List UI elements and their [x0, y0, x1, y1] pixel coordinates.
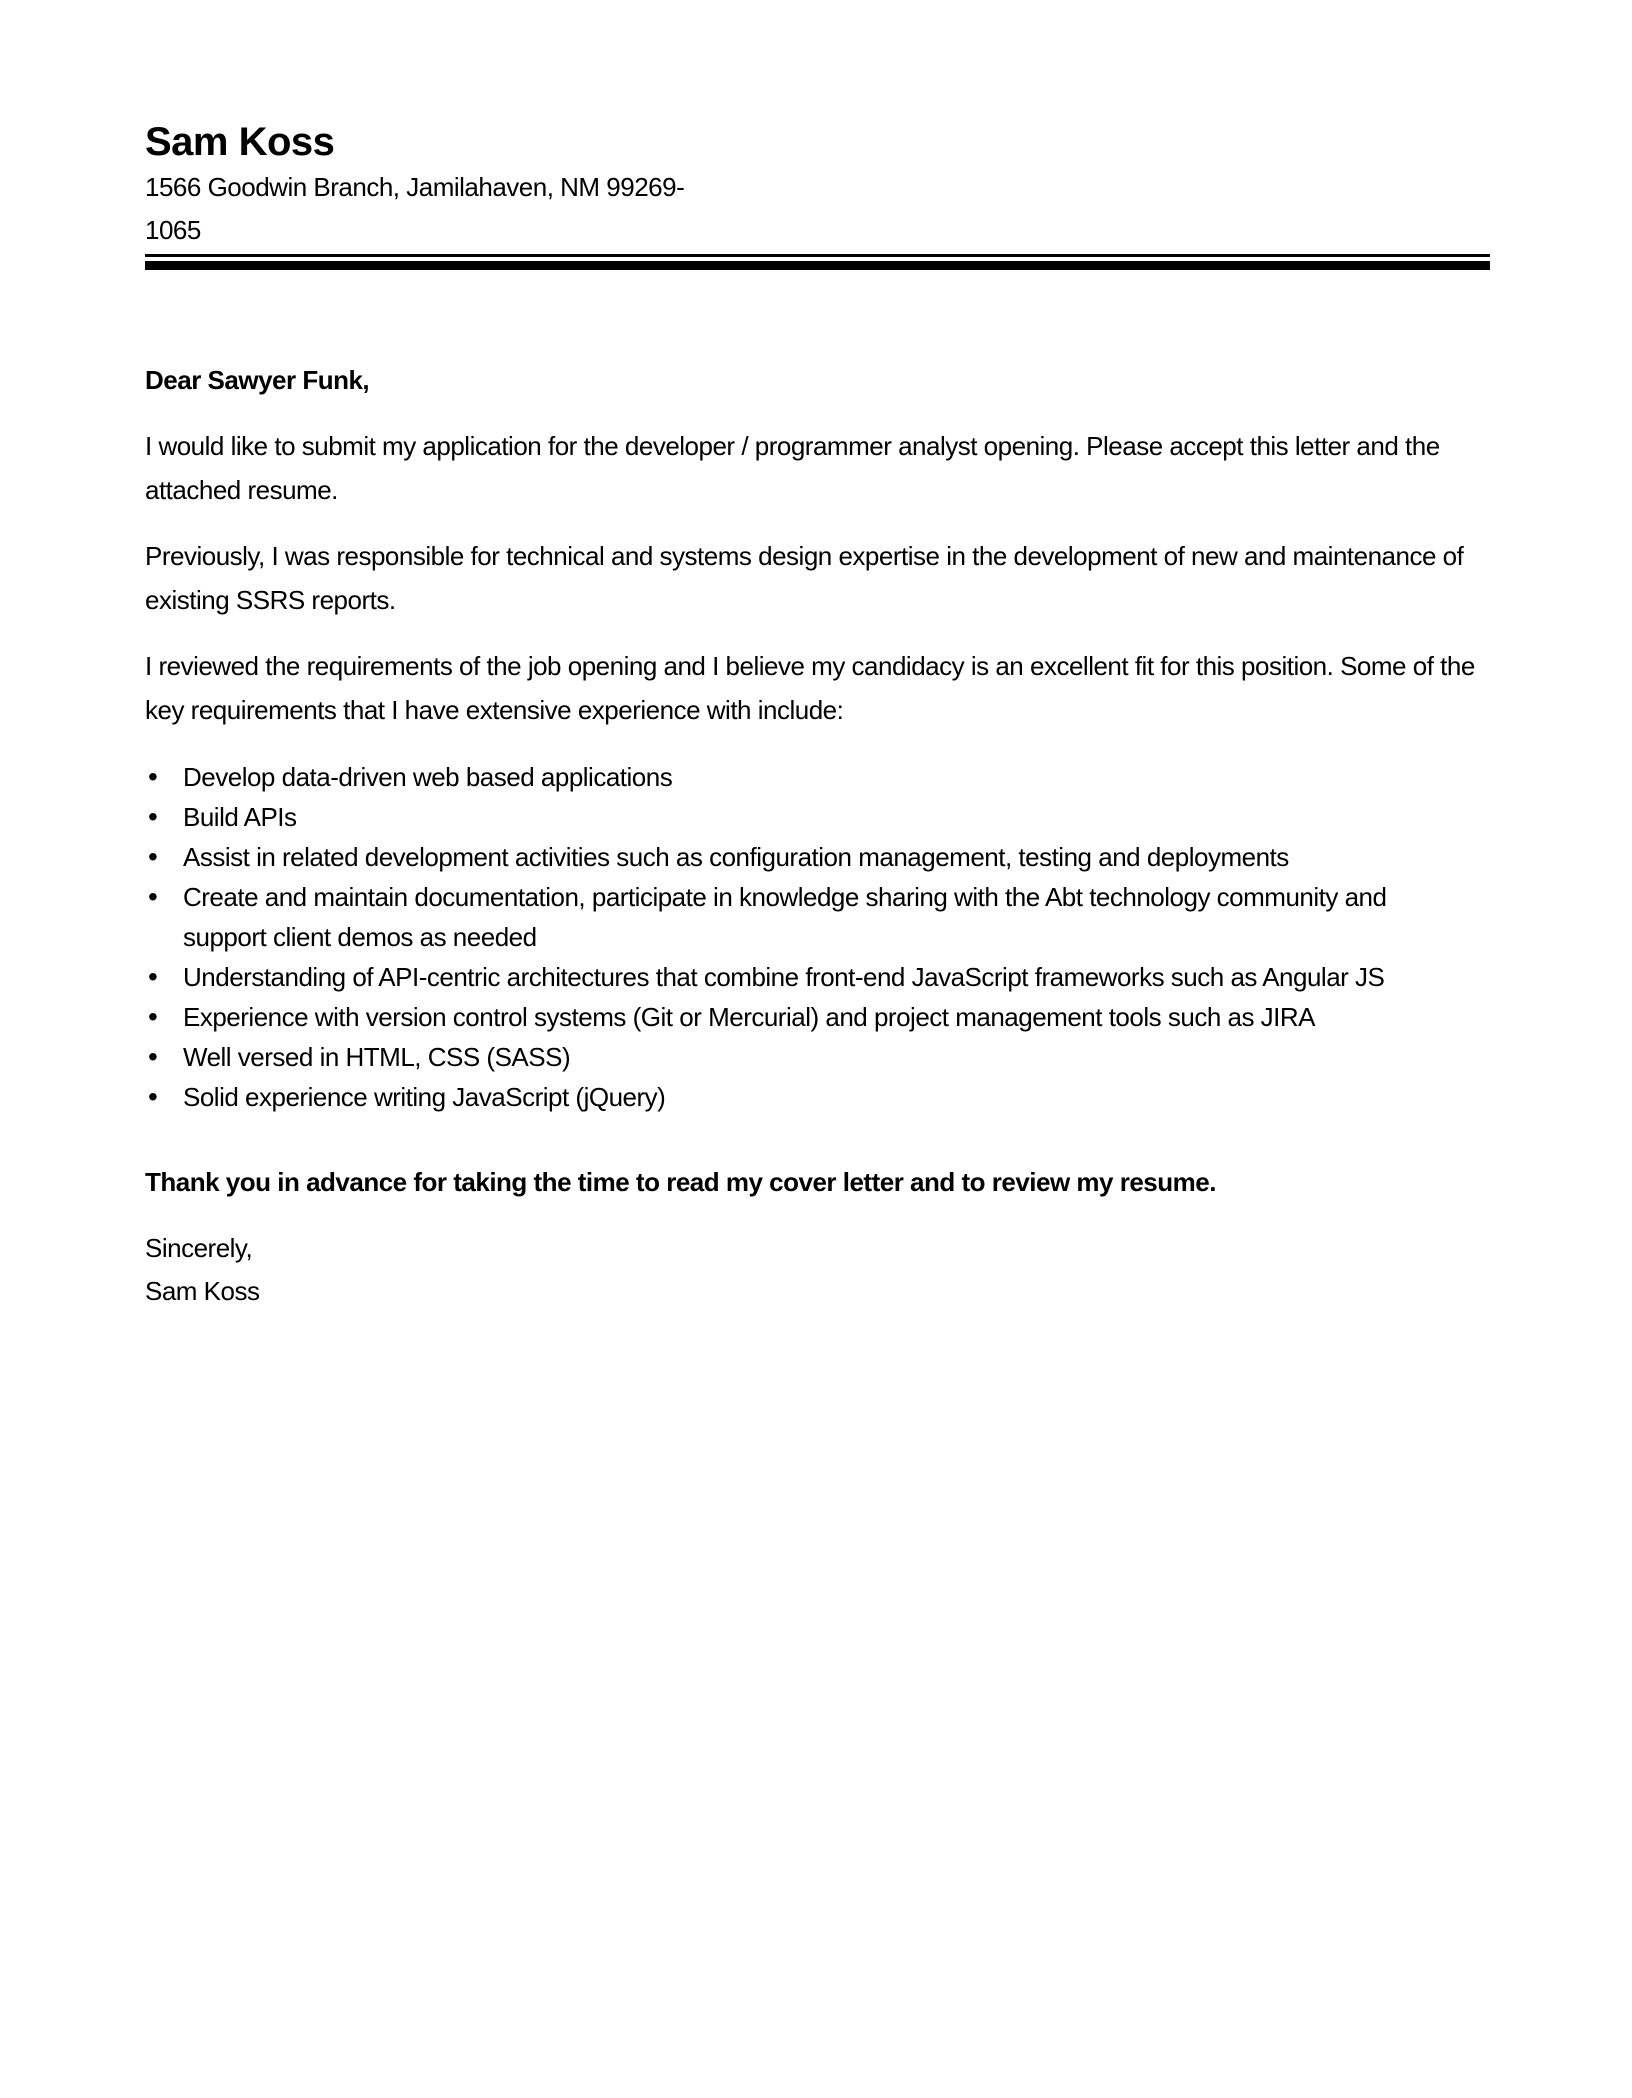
list-item: • Build APIs: [145, 797, 1447, 837]
list-item: • Assist in related development activities such as configuration management, testing and deployments: [145, 837, 1447, 877]
signoff-block: [145, 1227, 1490, 1313]
list-item: • Experience with version control systems (Git or Mercurial) and project management tools such as JIRA: [145, 997, 1447, 1037]
sender-name: Sam Koss: [145, 120, 335, 164]
signoff: Sincerely,: [145, 1233, 253, 1263]
paragraph: I would like to submit my application for the developer / programmer analyst opening. Please accept this letter and the attached resume.: [145, 431, 1440, 505]
address-line-2: 1065: [145, 215, 201, 245]
paragraph: I reviewed the requirements of the job opening and I believe my candidacy is an excellent fit for this position. Some of the key requirements that I have extensive experience with include:: [145, 651, 1475, 725]
list-item: • Create and maintain documentation, participate in knowledge sharing with the Abt technology community and support client demos as needed: [145, 877, 1447, 957]
list-item: • Well versed in HTML, CSS (SASS): [145, 1037, 1447, 1077]
salutation: Dear Sawyer Funk,: [145, 365, 370, 395]
list-item: • Understanding of API-centric architectures that combine front-end JavaScript frameworks such as Angular JS: [145, 957, 1447, 997]
closing-statement: Thank you in advance for taking the time to read my cover letter and to review my resume.: [145, 1167, 1216, 1197]
list-item: • Solid experience writing JavaScript (jQuery): [145, 1077, 1447, 1117]
signature: Sam Koss: [145, 1276, 260, 1306]
body-paragraphs: [145, 424, 1490, 732]
address-line-1: 1566 Goodwin Branch, Jamilahaven, NM 99269-: [145, 172, 685, 202]
paragraph: Previously, I was responsible for technical and systems design expertise in the development of new and maintenance of existing SSRS reports.: [145, 541, 1464, 615]
requirements-list: [145, 757, 1447, 1117]
divider-rule: [145, 254, 1490, 270]
list-item: • Develop data-driven web based applications: [145, 757, 1447, 797]
letter-header: [145, 118, 1490, 270]
sender-address: [145, 166, 1490, 252]
